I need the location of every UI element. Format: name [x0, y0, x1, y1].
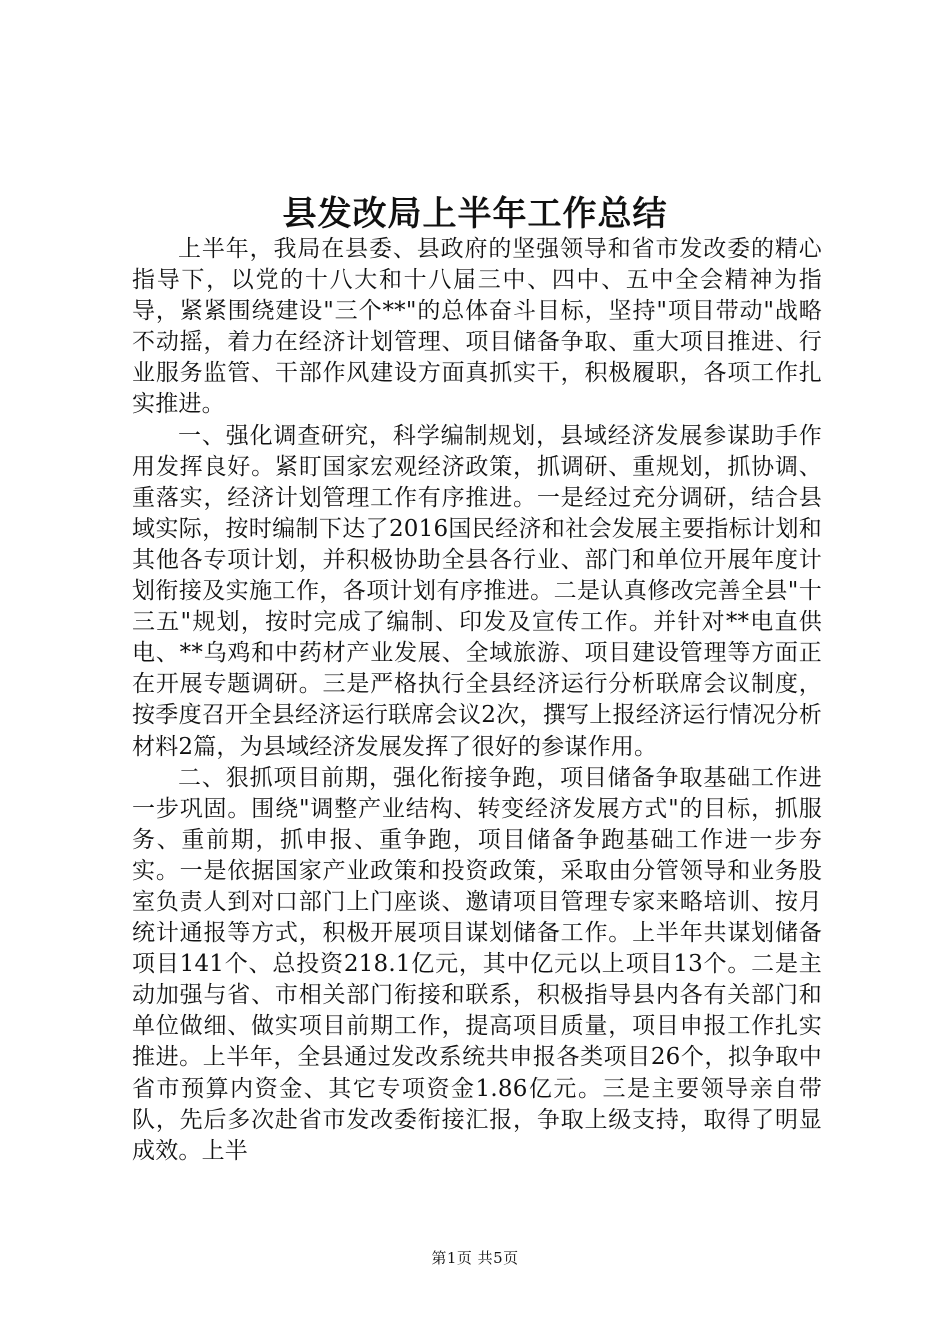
paragraph-section-two: 二、狠抓项目前期，强化衔接争跑，项目储备争取基础工作进一步巩固。围绕"调整产业结构、转变经济发展方式"的目标，抓服务、重前期，抓申报、重争跑，项目储备争跑基础工作进一步夯实。一是依据国家产业政策和投资政策，采取由分管领导和业务股室负责人到对口部门上门座谈、邀请项目管理专家来略培训、按月统计通报等方式，积极开展项目谋划储备工作。上半年共谋划储备项目141个、总投资218.1亿元，其中亿元以上项目13个。二是主动加强与省、市相关部门衔接和联系，积极指导县内各有关部门和单位做细、做实项目前期工作，提高项目质量，项目申报工作扎实推进。上半年，全县通过发改系统共申报各类项目26个，拟争取中省市预算内资金、其它专项资金1.86亿元。三是主要领导亲自带队，先后多次赴省市发改委衔接汇报，争取上级支持，取得了明显成效。上半 — [132, 764, 822, 1164]
document-body — [132, 234, 822, 1167]
page-footer: 第1页 共5页 — [431, 1249, 519, 1267]
document-title: 县发改局上半年工作总结 — [282, 194, 668, 234]
paragraph-intro: 上半年，我局在县委、县政府的坚强领导和省市发改委的精心指导下，以党的十八大和十八届三中、四中、五中全会精神为指导，紧紧围绕建设"三个**"的总体奋斗目标，坚持"项目带动"战略不动摇，着力在经济计划管理、项目储备争取、重大项目推进、行业服务监管、干部作风建设方面真抓实干，积极履职，各项工作扎实推进。 — [132, 236, 822, 418]
paragraph-section-one: 一、强化调查研究，科学编制规划，县域经济发展参谋助手作用发挥良好。紧盯国家宏观经济政策，抓调研、重规划，抓协调、重落实，经济计划管理工作有序推进。一是经过充分调研，结合县域实际，按时编制下达了2016国民经济和社会发展主要指标计划和其他各专项计划，并积极协助全县各行业、部门和单位开展年度计划衔接及实施工作，各项计划有序推进。二是认真修改完善全县"十三五"规划，按时完成了编制、印发及宣传工作。并针对**电直供电、**乌鸡和中药材产业发展、全域旅游、项目建设管理等方面正在开展专题调研。三是严格执行全县经济运行分析联席会议制度，按季度召开全县经济运行联席会议2次，撰写上报经济运行情况分析材料2篇，为县域经济发展发挥了很好的参谋作用。 — [132, 422, 822, 760]
